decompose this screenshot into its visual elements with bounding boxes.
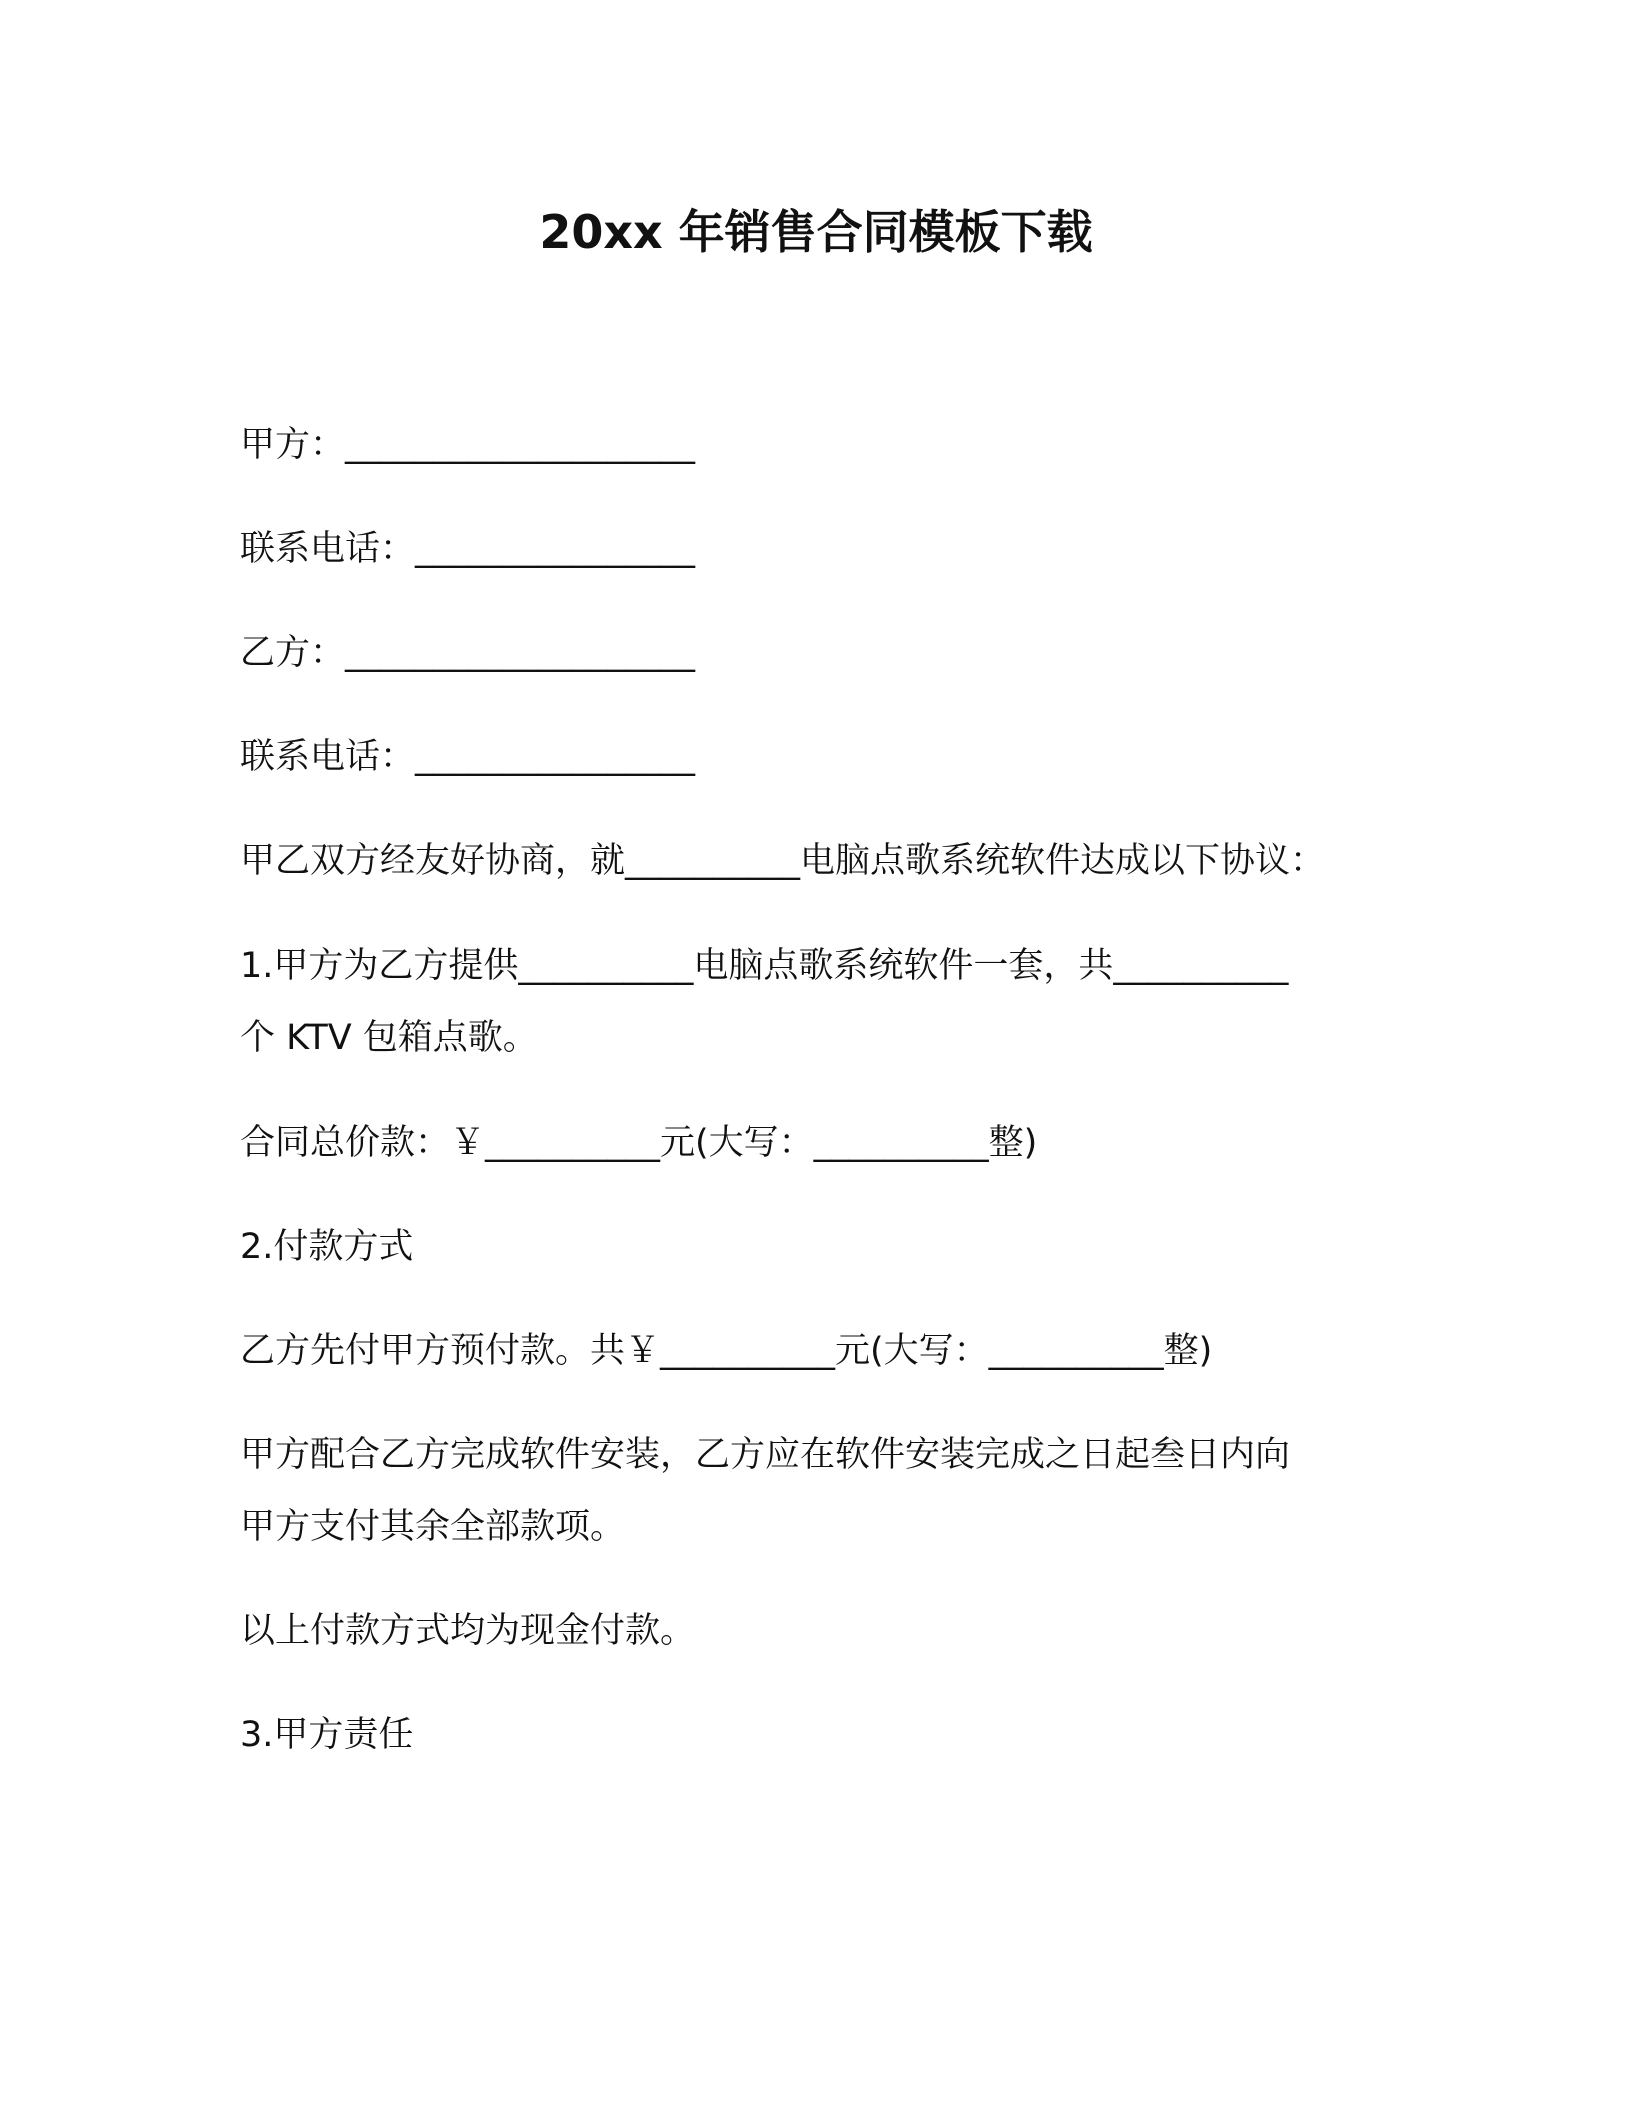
document-title: 20xx 年销售合同模板下载 [539,205,1093,259]
clause-1-line: 1.甲方为乙方提供__________电脑点歌系统软件一套，共__________ [240,946,1289,986]
prepayment-line: 乙方先付甲方预付款。共￥__________元(大写：__________整) [240,1331,1213,1371]
agreement-intro-line: 甲乙双方经友好协商，就__________电脑点歌系统软件达成以下协议： [240,841,1326,881]
party-b-phone-line: 联系电话：________________ [240,737,696,777]
party-a-line: 甲方：____________________ [240,425,696,465]
clause-3-heading: 3.甲方责任 [240,1715,414,1755]
party-b-line: 乙方：____________________ [240,633,696,673]
clause-1-continuation: 个 KTV 包箱点歌。 [240,1018,538,1058]
cash-payment-line: 以上付款方式均为现金付款。 [240,1611,696,1651]
party-a-phone-line: 联系电话：________________ [240,529,696,569]
total-price-line: 合同总价款：￥__________元(大写：__________整) [240,1123,1038,1163]
installation-payment-line: 甲方配合乙方完成软件安装，乙方应在软件安装完成之日起叁日内向 [240,1435,1291,1475]
clause-2-heading: 2.付款方式 [240,1227,414,1267]
installation-payment-continuation: 甲方支付其余全部款项。 [240,1507,626,1547]
